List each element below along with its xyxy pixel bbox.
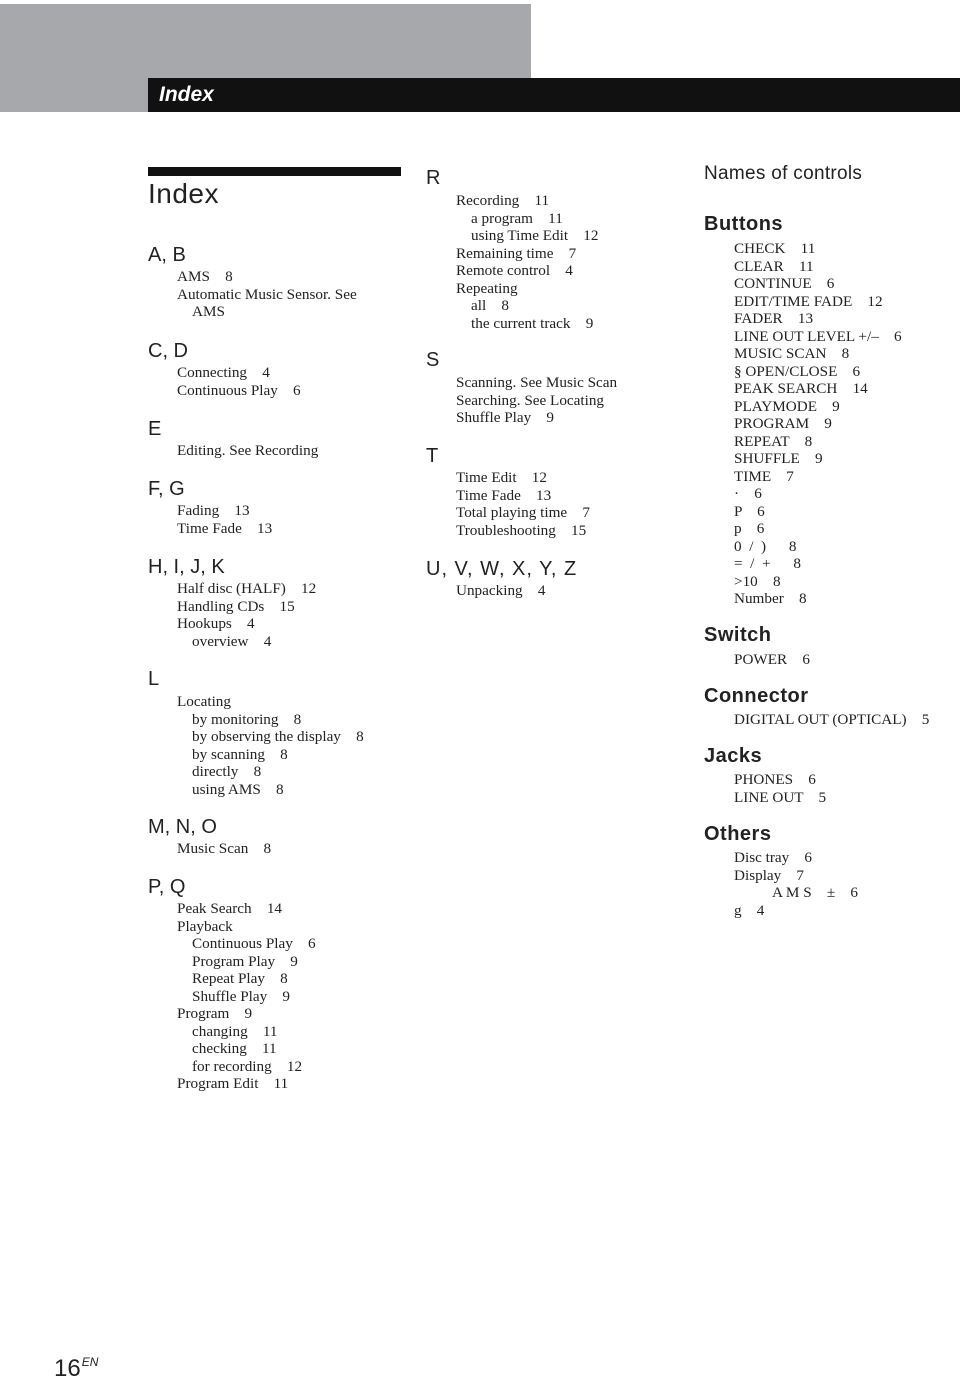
index-entry: changing 11 (192, 1022, 278, 1040)
index-entry: Peak Search 14 (177, 900, 283, 917)
index-entry: Time Fade 13 (456, 486, 552, 504)
index-entry: 0 / ) 8 (734, 537, 797, 555)
index-entry: Time Fade 13 (177, 519, 273, 537)
header-bar-title: Index (159, 83, 214, 106)
index-entry: Shuffle Play 9 (456, 409, 555, 426)
index-entry: by scanning 8 (192, 745, 288, 763)
index-entry: the current track 9 (471, 314, 594, 332)
index-entry: · 6 (734, 485, 762, 502)
index-entry: all 8 (471, 297, 509, 314)
index-entry: P 6 (734, 502, 765, 520)
index-list (177, 502, 272, 537)
index-entry: PROGRAM 9 (734, 415, 832, 432)
index-entry: = / + 8 (734, 555, 801, 572)
index-entry: AMS (192, 303, 225, 320)
index-entry: Total playing time 7 (456, 504, 590, 521)
index-list (456, 582, 545, 600)
index-list (734, 240, 902, 608)
index-entry: LINE OUT 5 (734, 788, 827, 806)
header-grey-strip (0, 78, 148, 112)
index-entry: Handling CDs 15 (177, 597, 295, 615)
index-entry: REPEAT 8 (734, 432, 813, 450)
section-heading: P, Q (148, 876, 186, 898)
index-list (177, 840, 271, 858)
index-entry: CLEAR 11 (734, 257, 814, 275)
index-entry: Editing. See Recording (177, 442, 319, 459)
header-grey-tab (0, 4, 531, 78)
index-entry: using AMS 8 (192, 780, 284, 798)
section-heading: C, D (148, 340, 188, 362)
index-entry: A M S ± 6 (772, 884, 858, 901)
index-entry: for recording 12 (192, 1057, 303, 1075)
index-entry: EDIT/TIME FADE 12 (734, 292, 883, 310)
index-entry: Disc tray 6 (734, 849, 813, 866)
header-bar (148, 78, 960, 112)
index-entry: Program 9 (177, 1005, 253, 1022)
index-entry: Connecting 4 (177, 364, 270, 381)
section-heading: L (148, 668, 160, 690)
index-entry: Fading 13 (177, 502, 250, 519)
index-list (177, 364, 301, 399)
index-entry: SHUFFLE 9 (734, 450, 823, 467)
index-entry: PEAK SEARCH 14 (734, 380, 868, 397)
index-list (456, 469, 590, 539)
index-entry: Continuous Play 6 (192, 935, 316, 952)
index-entry: by monitoring 8 (192, 710, 302, 728)
index-entry: Scanning. See Music Scan (456, 374, 618, 391)
index-entry: Music Scan 8 (177, 840, 272, 857)
index-entry: Searching. See Locating (456, 391, 605, 409)
index-entry: Troubleshooting 15 (456, 521, 587, 539)
page-number (54, 1355, 98, 1383)
index-list (177, 693, 364, 798)
index-entry: CONTINUE 6 (734, 275, 835, 292)
index-entry: Repeat Play 8 (192, 970, 288, 987)
index-entry: MUSIC SCAN 8 (734, 345, 850, 362)
category-heading: Switch (704, 624, 772, 646)
index-entry: CHECK 11 (734, 240, 816, 257)
index-entry: PLAYMODE 9 (734, 397, 840, 415)
index-list (734, 711, 929, 729)
index-entry: Shuffle Play 9 (192, 987, 291, 1005)
index-entry: >10 8 (734, 572, 781, 590)
index-entry: Number 8 (734, 590, 807, 607)
index-list (177, 580, 316, 650)
page-number-value: 16 (54, 1355, 81, 1382)
section-heading: F, G (148, 478, 185, 500)
index-entry: Hookups 4 (177, 615, 255, 632)
index-list (734, 771, 826, 806)
category-heading: Buttons (704, 213, 784, 235)
category-heading: Jacks (704, 745, 763, 767)
index-entry: LINE OUT LEVEL +/– 6 (734, 327, 902, 345)
section-heading: T (426, 445, 439, 467)
index-entry: Locating (177, 693, 231, 710)
index-list (456, 192, 598, 332)
section-heading: R (426, 167, 441, 189)
index-entry: POWER 6 (734, 651, 810, 668)
index-list (734, 651, 810, 669)
title-rule (148, 167, 401, 176)
index-entry: FADER 13 (734, 310, 814, 327)
section-heading: A, B (148, 244, 186, 266)
index-entry: using Time Edit 12 (471, 227, 599, 244)
section-heading: H, I, J, K (148, 556, 225, 578)
index-entry: TIME 7 (734, 467, 794, 485)
index-entry: directly 8 (192, 763, 262, 780)
index-entry: Automatic Music Sensor. See (177, 285, 357, 303)
index-entry: a program 11 (471, 209, 563, 227)
index-entry: Time Edit 12 (456, 469, 547, 486)
index-entry: Remaining time 7 (456, 244, 577, 262)
section-heading: S (426, 349, 440, 371)
index-entry: by observing the display 8 (192, 728, 364, 745)
page-number-suffix: EN (81, 1355, 99, 1369)
section-heading: E (148, 418, 162, 440)
index-entry: Half disc (HALF) 12 (177, 580, 317, 597)
index-list (177, 900, 316, 1093)
index-entry: g 4 (734, 901, 765, 919)
index-entry: checking 11 (192, 1040, 277, 1057)
index-list (456, 374, 617, 427)
index-list (177, 442, 318, 460)
index-entry: Program Play 9 (192, 952, 298, 970)
names-of-controls-title: Names of controls (704, 163, 863, 184)
index-entry: overview 4 (192, 632, 272, 650)
index-list (177, 268, 357, 321)
category-heading: Connector (704, 685, 809, 707)
index-entry: PHONES 6 (734, 771, 816, 788)
section-heading: M, N, O (148, 816, 217, 838)
index-entry: § OPEN/CLOSE 6 (734, 362, 861, 380)
category-heading: Others (704, 823, 772, 845)
index-entry: p 6 (734, 520, 765, 537)
index-entry: Repeating (456, 279, 518, 297)
page-title: Index (148, 178, 219, 209)
index-entry: Display 7 (734, 866, 805, 884)
index-entry: Recording 11 (456, 192, 550, 209)
index-entry: AMS 8 (177, 268, 233, 285)
index-list (734, 849, 858, 919)
index-entry: Playback (177, 917, 233, 935)
index-entry: DIGITAL OUT (OPTICAL) 5 (734, 711, 930, 728)
section-heading: U, V, W, X, Y, Z (426, 558, 578, 580)
index-entry: Continuous Play 6 (177, 381, 301, 399)
index-entry: Remote control 4 (456, 262, 573, 279)
index-entry: Unpacking 4 (456, 582, 546, 599)
index-entry: Program Edit 11 (177, 1075, 289, 1092)
